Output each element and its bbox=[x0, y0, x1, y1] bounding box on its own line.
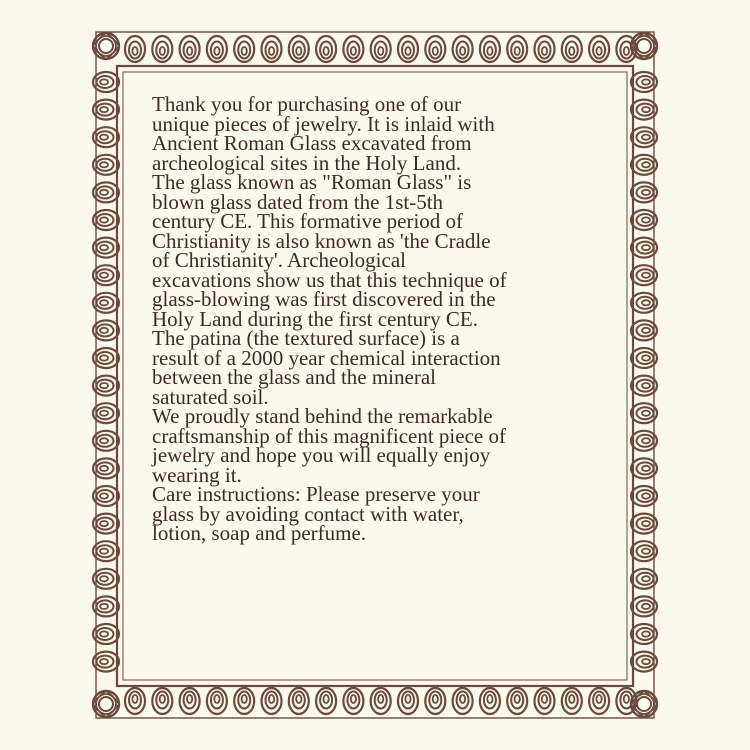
scroll-ornament-icon bbox=[316, 688, 336, 714]
scroll-ornament-icon bbox=[93, 72, 119, 92]
scroll-ornament-icon bbox=[631, 376, 657, 396]
scroll-ornament-icon bbox=[93, 238, 119, 258]
text-line: wearing it. bbox=[152, 462, 242, 487]
scroll-ornament-icon bbox=[589, 688, 609, 714]
text-line: The patina (the textured surface) is a bbox=[152, 326, 460, 350]
corner-knot-icon bbox=[631, 33, 657, 59]
scroll-ornament-icon bbox=[631, 652, 657, 672]
scroll-ornament-icon bbox=[93, 624, 119, 644]
scroll-ornament-icon bbox=[93, 541, 119, 561]
scroll-ornament-icon bbox=[93, 348, 119, 368]
scroll-ornament-icon bbox=[453, 688, 473, 714]
border-right-ornaments bbox=[631, 72, 657, 672]
text-line: jewelry and hope you will equally enjoy bbox=[152, 443, 491, 467]
scroll-ornament-icon bbox=[289, 688, 309, 714]
scroll-ornament-icon bbox=[152, 688, 172, 714]
scroll-ornament-icon bbox=[93, 458, 119, 478]
scroll-ornament-icon bbox=[631, 182, 657, 202]
scroll-ornament-icon bbox=[93, 293, 119, 313]
scroll-ornament-icon bbox=[93, 265, 119, 285]
scroll-ornament-icon bbox=[93, 182, 119, 202]
scroll-ornament-icon bbox=[453, 36, 473, 62]
text-line: between the glass and the mineral bbox=[152, 365, 436, 389]
scroll-ornament-icon bbox=[535, 36, 555, 62]
scroll-ornament-icon bbox=[316, 36, 336, 62]
scroll-ornament-icon bbox=[93, 155, 119, 175]
certificate-text bbox=[152, 92, 622, 545]
text-line: Holy Land during the first century CE. bbox=[152, 306, 479, 331]
scroll-ornament-icon bbox=[398, 36, 418, 62]
scroll-ornament-icon bbox=[562, 36, 582, 62]
scroll-ornament-icon bbox=[371, 688, 391, 714]
text-line: glass-blowing was first discovered in the bbox=[152, 287, 496, 311]
text-line: Care instructions: Please preserve your bbox=[152, 482, 480, 506]
scroll-ornament-icon bbox=[480, 36, 500, 62]
scroll-ornament-icon bbox=[262, 688, 282, 714]
scroll-ornament-icon bbox=[93, 403, 119, 423]
text-line: unique pieces of jewelry. It is inlaid with bbox=[152, 111, 495, 136]
scroll-ornament-icon bbox=[631, 155, 657, 175]
scroll-ornament-icon bbox=[631, 431, 657, 451]
scroll-ornament-icon bbox=[152, 36, 172, 62]
scroll-ornament-icon bbox=[562, 688, 582, 714]
text-line: archeological sites in the Holy Land. bbox=[152, 150, 462, 175]
scroll-ornament-icon bbox=[207, 688, 227, 714]
scroll-ornament-icon bbox=[180, 688, 200, 714]
scroll-ornament-icon bbox=[425, 36, 445, 62]
scroll-ornament-icon bbox=[631, 486, 657, 506]
scroll-ornament-icon bbox=[631, 127, 657, 147]
scroll-ornament-icon bbox=[631, 541, 657, 561]
scroll-ornament-icon bbox=[631, 348, 657, 368]
text-line: blown glass dated from the 1st-5th bbox=[152, 189, 444, 214]
scroll-ornament-icon bbox=[631, 100, 657, 120]
scroll-ornament-icon bbox=[343, 36, 363, 62]
corner-knot-icon bbox=[93, 33, 119, 59]
scroll-ornament-icon bbox=[343, 688, 363, 714]
scroll-ornament-icon bbox=[93, 486, 119, 506]
corner-knot-icon bbox=[631, 691, 657, 717]
scroll-ornament-icon bbox=[180, 36, 200, 62]
text-line: Thank you for purchasing one of our bbox=[152, 92, 462, 116]
scroll-ornament-icon bbox=[93, 210, 119, 230]
text-line: glass by avoiding contact with water, bbox=[152, 501, 464, 526]
scroll-ornament-icon bbox=[631, 403, 657, 423]
text-line: The glass known as "Roman Glass" is bbox=[152, 170, 472, 194]
scroll-ornament-icon bbox=[93, 514, 119, 534]
border-bottom-ornaments bbox=[125, 688, 636, 714]
scroll-ornament-icon bbox=[589, 36, 609, 62]
text-line: of Christianity'. Archeological bbox=[152, 248, 406, 272]
border-top-ornaments bbox=[125, 36, 636, 62]
scroll-ornament-icon bbox=[631, 596, 657, 616]
scroll-ornament-icon bbox=[425, 688, 445, 714]
scroll-ornament-icon bbox=[507, 36, 527, 62]
text-line: century CE. This formative period of bbox=[152, 209, 464, 233]
scroll-ornament-icon bbox=[125, 36, 145, 62]
corner-knot-icon bbox=[93, 691, 119, 717]
scroll-ornament-icon bbox=[631, 265, 657, 285]
scroll-ornament-icon bbox=[631, 458, 657, 478]
scroll-ornament-icon bbox=[631, 210, 657, 230]
scroll-ornament-icon bbox=[93, 127, 119, 147]
scroll-ornament-icon bbox=[631, 238, 657, 258]
text-line: craftsmanship of this magnificent piece of bbox=[152, 423, 506, 448]
scroll-ornament-icon bbox=[234, 36, 254, 62]
scroll-ornament-icon bbox=[631, 72, 657, 92]
scroll-ornament-icon bbox=[207, 36, 227, 62]
text-line: Ancient Roman Glass excavated from bbox=[152, 131, 472, 155]
scroll-ornament-icon bbox=[507, 688, 527, 714]
scroll-ornament-icon bbox=[262, 36, 282, 62]
scroll-ornament-icon bbox=[125, 688, 145, 714]
scroll-ornament-icon bbox=[398, 688, 418, 714]
scroll-ornament-icon bbox=[631, 569, 657, 589]
text-line: result of a 2000 year chemical interaction bbox=[152, 345, 501, 370]
text-line: Christianity is also known as 'the Cradle bbox=[152, 228, 491, 253]
scroll-ornament-icon bbox=[631, 293, 657, 313]
text-line: saturated soil. bbox=[152, 384, 269, 409]
text-line: We proudly stand behind the remarkable bbox=[152, 404, 493, 428]
scroll-ornament-icon bbox=[289, 36, 309, 62]
scroll-ornament-icon bbox=[93, 376, 119, 396]
scroll-ornament-icon bbox=[93, 652, 119, 672]
scroll-ornament-icon bbox=[93, 569, 119, 589]
scroll-ornament-icon bbox=[93, 100, 119, 120]
text-line: lotion, soap and perfume. bbox=[152, 521, 367, 545]
scroll-ornament-icon bbox=[631, 624, 657, 644]
scroll-ornament-icon bbox=[93, 431, 119, 451]
scroll-ornament-icon bbox=[480, 688, 500, 714]
scroll-ornament-icon bbox=[93, 320, 119, 340]
border-left-ornaments bbox=[93, 72, 119, 672]
scroll-ornament-icon bbox=[93, 596, 119, 616]
text-line: excavations show us that this technique of bbox=[152, 267, 507, 292]
scroll-ornament-icon bbox=[631, 514, 657, 534]
scroll-ornament-icon bbox=[234, 688, 254, 714]
scroll-ornament-icon bbox=[631, 320, 657, 340]
scroll-ornament-icon bbox=[535, 688, 555, 714]
scroll-ornament-icon bbox=[371, 36, 391, 62]
